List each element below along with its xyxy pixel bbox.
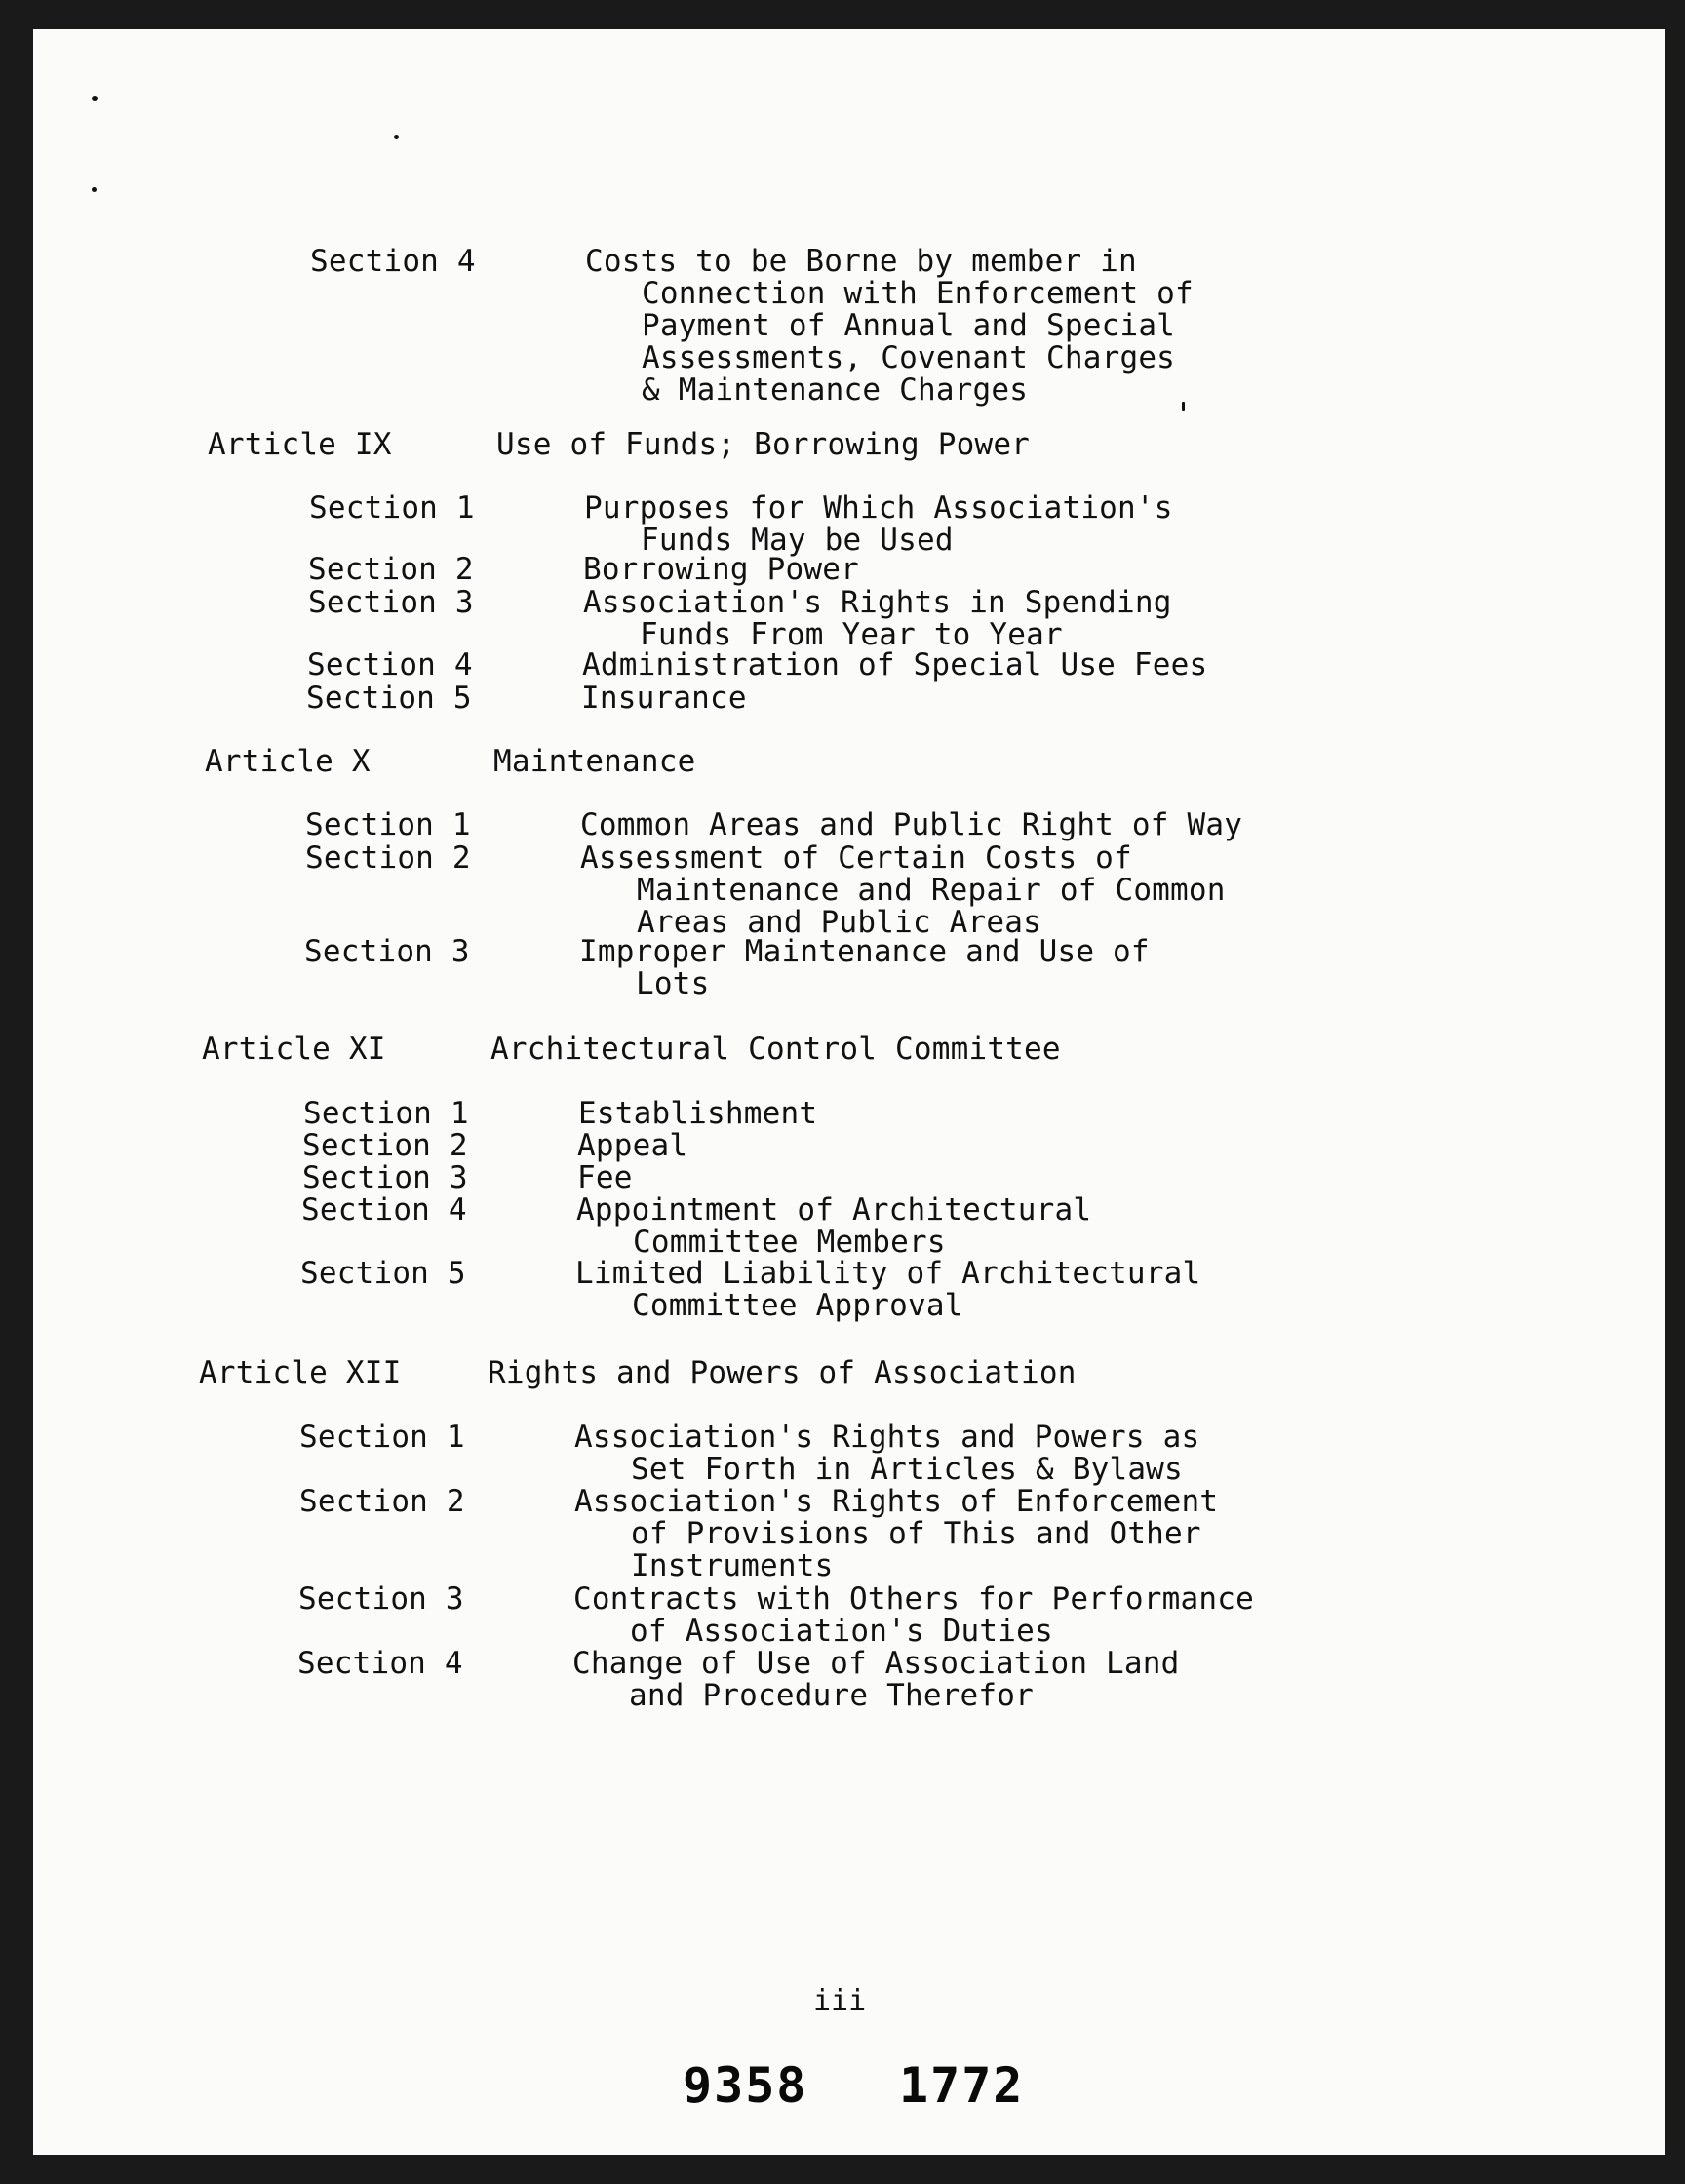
- section-label: Section 1: [305, 807, 471, 842]
- article-label: Article IX: [208, 427, 392, 462]
- title-line: Maintenance: [493, 744, 696, 779]
- title-continuation-line: Funds May be Used: [641, 523, 954, 558]
- document-page: [33, 29, 1665, 2155]
- page-number: iii: [813, 1984, 867, 2018]
- section-label: Section 3: [304, 934, 470, 969]
- section-title: [575, 1258, 1200, 1322]
- section-title: [572, 1648, 1180, 1712]
- section-label: Section 5: [306, 681, 472, 716]
- section-label: Section 2: [308, 552, 474, 587]
- section-title: [580, 842, 1226, 939]
- title-line: Common Areas and Public Right of Way: [580, 807, 1243, 842]
- title-line: Association's Rights and Powers as: [574, 1420, 1200, 1455]
- section-title: [581, 682, 747, 715]
- title-line: Contracts with Others for Performance: [573, 1581, 1254, 1617]
- title-line: Borrowing Power: [583, 552, 859, 587]
- section-label: Section 1: [309, 490, 475, 526]
- stamp-number-left: 9358: [683, 2057, 808, 2114]
- section-label: Section 1: [303, 1096, 469, 1131]
- title-line: Fee: [577, 1160, 633, 1195]
- title-line: Appointment of Architectural: [576, 1192, 1092, 1228]
- section-title: [577, 1130, 687, 1162]
- title-line: Appeal: [577, 1128, 688, 1163]
- title-continuation-line: Areas and Public Areas: [637, 905, 1041, 940]
- article-title: [488, 1357, 1077, 1389]
- title-line: Purposes for Which Association's: [584, 490, 1173, 526]
- section-label: Section 2: [299, 1484, 465, 1519]
- title-continuation-line: & Maintenance Charges: [642, 372, 1029, 408]
- stamp-number-right: 1772: [899, 2057, 1025, 2114]
- section-title: [574, 1422, 1199, 1486]
- section-label: Section 2: [302, 1128, 468, 1163]
- title-continuation-line: Connection with Enforcement of: [642, 276, 1194, 311]
- section-label: Section 3: [302, 1160, 468, 1195]
- article-label: Article XI: [202, 1032, 386, 1067]
- title-continuation-line: and Procedure Therefor: [629, 1678, 1034, 1713]
- title-line: Establishment: [578, 1096, 818, 1131]
- title-line: Administration of Special Use Fees: [582, 647, 1208, 682]
- title-line: Improper Maintenance and Use of: [579, 934, 1150, 969]
- title-line: Architectural Control Committee: [490, 1032, 1061, 1067]
- title-line: Insurance: [581, 681, 747, 716]
- title-line: Limited Liability of Architectural: [575, 1256, 1201, 1291]
- section-label: Section 2: [305, 840, 471, 876]
- title-continuation-line: Committee Approval: [632, 1288, 963, 1323]
- section-label: Section 3: [308, 585, 474, 620]
- scan-speck: [394, 135, 399, 139]
- title-continuation-line: Instruments: [631, 1548, 834, 1583]
- article-title: [496, 429, 1030, 461]
- section-title: [579, 936, 1150, 1000]
- title-continuation-line: Funds From Year to Year: [640, 617, 1063, 652]
- section-title: [584, 492, 1173, 557]
- title-continuation-line: Set Forth in Articles & Bylaws: [631, 1452, 1183, 1487]
- title-continuation-line: Committee Members: [633, 1225, 946, 1260]
- title-line: Costs to be Borne by member in: [585, 244, 1137, 279]
- title-line: Association's Rights in Spending: [583, 585, 1172, 620]
- scan-speck: [92, 96, 98, 101]
- section-label: Section 1: [299, 1420, 465, 1455]
- title-continuation-line: of Provisions of This and Other: [631, 1516, 1201, 1551]
- section-label: Section 3: [298, 1581, 464, 1617]
- section-label: Section 4: [310, 244, 476, 279]
- title-continuation-line: Lots: [636, 966, 710, 1001]
- title-continuation-line: Maintenance and Repair of Common: [637, 873, 1226, 908]
- section-label: Section 4: [307, 647, 473, 682]
- article-label: Article X: [205, 744, 371, 779]
- article-title: [493, 746, 696, 778]
- title-continuation-line: Payment of Annual and Special: [642, 308, 1176, 343]
- section-label: Section 4: [297, 1646, 463, 1681]
- title-line: Rights and Powers of Association: [488, 1355, 1077, 1390]
- article-title: [490, 1034, 1061, 1066]
- section-label: Section 4: [301, 1192, 467, 1228]
- section-title: [578, 1098, 817, 1130]
- section-title: [576, 1194, 1091, 1259]
- section-title: [585, 246, 1194, 407]
- section-title: [583, 587, 1172, 651]
- section-title: [577, 1162, 633, 1194]
- section-title: [583, 554, 859, 586]
- section-title: [573, 1583, 1254, 1648]
- article-label: Article XII: [199, 1355, 402, 1390]
- title-continuation-line: Assessments, Covenant Charges: [642, 340, 1176, 375]
- section-title: [582, 649, 1207, 682]
- title-line: Use of Funds; Borrowing Power: [496, 427, 1031, 462]
- section-label: Section 5: [300, 1256, 466, 1291]
- title-continuation-line: of Association's Duties: [630, 1614, 1053, 1649]
- title-line: Assessment of Certain Costs of: [580, 840, 1132, 876]
- section-title: [580, 809, 1242, 841]
- section-title: [574, 1486, 1218, 1582]
- scan-speck: [92, 187, 97, 192]
- title-line: Association's Rights of Enforcement: [574, 1484, 1219, 1519]
- title-line: Change of Use of Association Land: [572, 1646, 1180, 1681]
